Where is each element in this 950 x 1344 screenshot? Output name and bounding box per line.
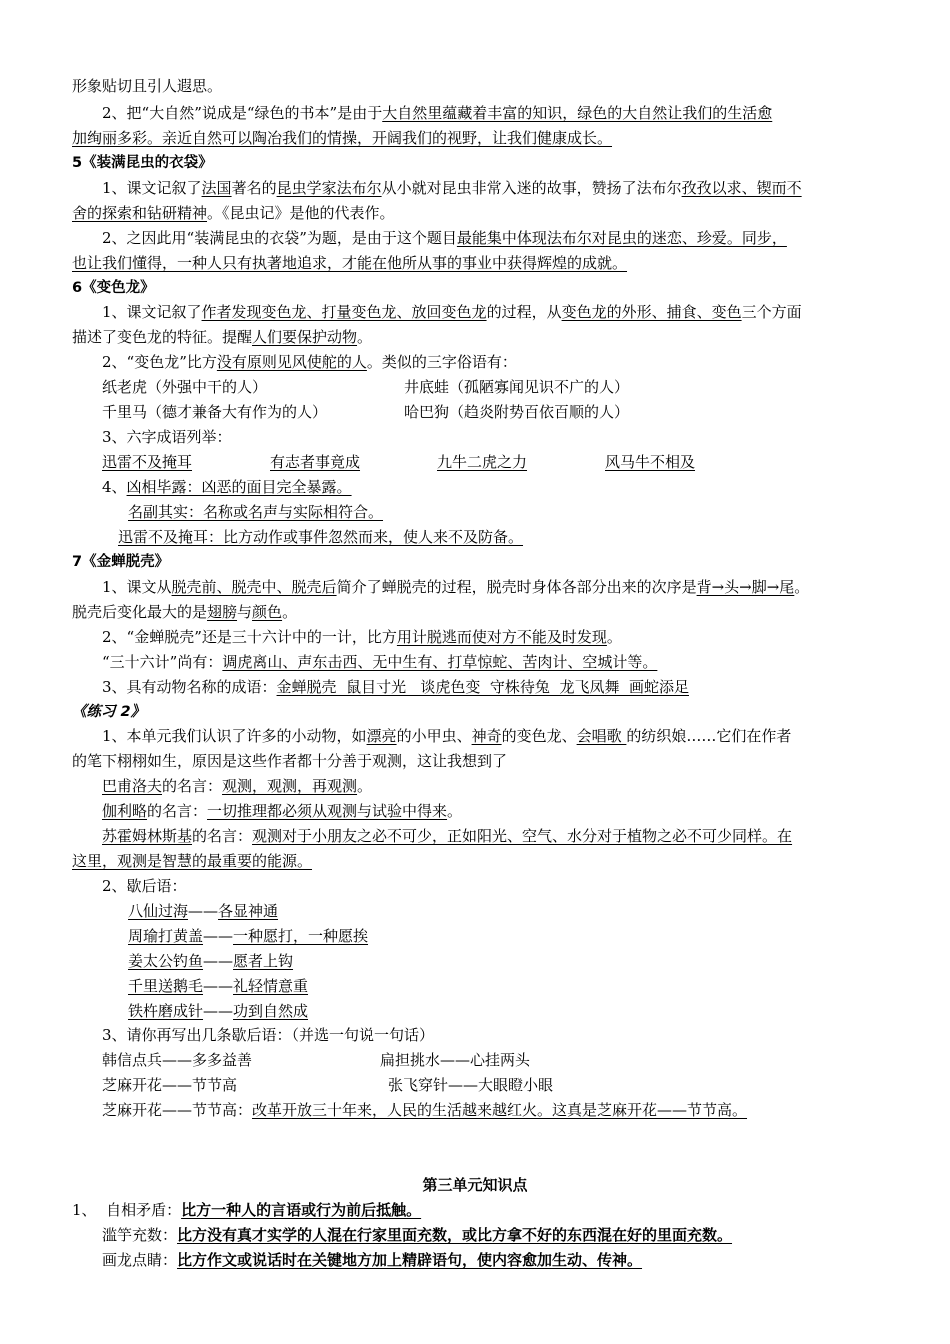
text: 扁担挑水——心挂两头 bbox=[380, 1051, 531, 1069]
underlined-text: 愿者上钩 bbox=[233, 952, 294, 970]
text-line bbox=[128, 976, 943, 998]
text: 。 bbox=[282, 603, 298, 621]
text-line bbox=[102, 1100, 917, 1122]
text-line bbox=[102, 726, 917, 748]
text: 。 bbox=[606, 628, 622, 646]
text: 形象贴切且引人遐思。 bbox=[72, 77, 223, 95]
underlined-text: 凶相毕露：凶恶的面目完全暴露。 bbox=[126, 478, 352, 496]
text-line bbox=[102, 627, 917, 649]
underlined-text: 铁杵磨成针 bbox=[128, 1002, 204, 1020]
underlined-text: 脱壳前、脱壳中、脱壳后 bbox=[171, 578, 337, 596]
text-line bbox=[128, 502, 943, 524]
text: —— bbox=[203, 952, 234, 970]
text: 1、 自相矛盾： bbox=[72, 1201, 182, 1219]
text: —— bbox=[203, 1002, 234, 1020]
text-line bbox=[102, 477, 917, 499]
underlined-text: 神奇 bbox=[471, 727, 502, 745]
text-line bbox=[72, 751, 887, 773]
text-line bbox=[102, 776, 917, 798]
underlined-bold-text: 比方作文或说话时在关键地方加上精辟语句，使内容愈加生动、传神。 bbox=[177, 1251, 643, 1269]
text: 韩信点兵——多多益善 bbox=[102, 1051, 253, 1069]
text: 画龙点睛： bbox=[102, 1251, 178, 1269]
text: 脱壳后变化最大的是 bbox=[72, 603, 208, 621]
text-line bbox=[118, 527, 933, 549]
section-heading: 7《金蝉脱壳》 bbox=[72, 554, 170, 570]
text: 1、课文记叙了 bbox=[102, 179, 202, 197]
underlined-text: 人们要保护动物 bbox=[252, 328, 358, 346]
text: 的笔下栩栩如生，原因是这些作者都十分善于观测，这让我想到了 bbox=[72, 752, 508, 770]
underlined-text: 伽利略 bbox=[102, 802, 148, 820]
text-line bbox=[102, 1250, 917, 1272]
text: 三个方面 bbox=[741, 303, 802, 321]
text: —— bbox=[188, 902, 219, 920]
text: 的名言： bbox=[147, 802, 208, 820]
underlined-text: 风马牛不相及 bbox=[605, 453, 696, 471]
underlined-text: 变色龙的外形、捕食、变色 bbox=[561, 303, 742, 321]
underlined-text: 千里送鹅毛 bbox=[128, 977, 204, 995]
text: 。 bbox=[357, 328, 373, 346]
underlined-text: 作者发现变色龙、打量变色龙、放回变色龙 bbox=[201, 303, 487, 321]
underlined-text: 调虎离山、声东击西、无中生有、打草惊蛇、苦肉计、空城计等。 bbox=[222, 653, 658, 671]
text: 1、课文记叙了 bbox=[102, 303, 202, 321]
text: 的变色龙、 bbox=[501, 727, 577, 745]
text-line bbox=[102, 178, 917, 200]
underlined-text: 姜太公钓鱼 bbox=[128, 952, 204, 970]
underlined-text: 改革开放三十年来，人民的生活越来越红火。这真是芝麻开花——节节高。 bbox=[252, 1101, 748, 1119]
text-line bbox=[102, 228, 917, 250]
text: 芝麻开花——节节高： bbox=[102, 1101, 253, 1119]
underlined-text: 昆虫学家法布尔 bbox=[276, 179, 382, 197]
underlined-text: 颜色 bbox=[252, 603, 283, 621]
underlined-text: 舍的探索和钻研精神 bbox=[72, 204, 208, 222]
text: 千里马（德才兼备大有作为的人） bbox=[102, 403, 328, 421]
text-line bbox=[72, 203, 887, 225]
underlined-text: 必不可少同样。在 bbox=[672, 827, 793, 845]
underlined-text: 一种愿打，一种愿挨 bbox=[233, 927, 369, 945]
text: 3、请你再写出几条歇后语：（并选一句说一句话） bbox=[102, 1026, 435, 1044]
text: 。 bbox=[357, 777, 373, 795]
text: 。 bbox=[794, 578, 810, 596]
underlined-text: 用计脱逃而使对方不能及时发现 bbox=[396, 628, 607, 646]
text: 3、六字成语列举： bbox=[102, 428, 232, 446]
underlined-text: 这里，观测是智慧的最重要的能源。 bbox=[72, 852, 313, 870]
underlined-text: 各显神通 bbox=[218, 902, 279, 920]
underlined-text: 最能集中体现法布尔对昆虫的迷恋、珍爱。同步， bbox=[456, 229, 787, 247]
text: 描述了变色龙的特征。提醒 bbox=[72, 328, 253, 346]
underlined-text: 有志者事竟成 bbox=[270, 453, 361, 471]
text-line bbox=[404, 377, 874, 399]
underlined-text: 翅膀 bbox=[207, 603, 238, 621]
underlined-text: 漂亮 bbox=[366, 727, 397, 745]
underlined-text: 礼轻情意重 bbox=[233, 977, 309, 995]
underlined-text: 九牛二虎之力 bbox=[437, 453, 528, 471]
text: 2、“金蝉脱壳”还是三十六计中的一计，比方 bbox=[102, 628, 397, 646]
underlined-text: 名副其实：名称或名声与实际相符合。 bbox=[128, 503, 384, 521]
text-line bbox=[102, 652, 917, 674]
text: 3、具有动物名称的成语： bbox=[102, 678, 277, 696]
text-line bbox=[128, 901, 943, 923]
text-line bbox=[102, 1225, 917, 1247]
underlined-text: 功到自然成 bbox=[233, 1002, 309, 1020]
text-line bbox=[102, 826, 917, 848]
text: 2、歇后语： bbox=[102, 877, 187, 895]
text: 张飞穿针——大眼瞪小眼 bbox=[388, 1076, 554, 1094]
text-line bbox=[72, 128, 887, 150]
underlined-text: 苏霍姆林斯基 bbox=[102, 827, 193, 845]
unit-heading: 第三单元知识点 bbox=[422, 1176, 528, 1194]
text: 的纺织娘……它们在作者 bbox=[626, 727, 792, 745]
text-line bbox=[102, 876, 917, 898]
text: 。 bbox=[447, 802, 463, 820]
underlined-text: 没有原则见风使舵的人 bbox=[216, 353, 367, 371]
underlined-text: 金蝉脱壳 鼠目寸光 谈虎色变 守株待兔 龙飞凤舞 画蛇添足 bbox=[276, 678, 689, 696]
text: 的名言： bbox=[192, 827, 253, 845]
underlined-bold-text: 比方一种人的言语或行为前后抵触。 bbox=[181, 1201, 422, 1219]
section-heading: 5《装满昆虫的衣袋》 bbox=[72, 155, 213, 171]
text: 芝麻开花——节节高 bbox=[102, 1076, 238, 1094]
text-line bbox=[72, 327, 887, 349]
text-line bbox=[380, 1050, 860, 1072]
text-line bbox=[128, 1001, 943, 1023]
text: 简介了蝉脱壳的过程，脱壳时身体各部分出来的次序是 bbox=[336, 578, 697, 596]
text-line bbox=[128, 951, 943, 973]
text: 1、本单元我们认识了许多的小动物，如 bbox=[102, 727, 367, 745]
text-line bbox=[388, 1075, 868, 1097]
text: 2、“变色龙”比方 bbox=[102, 353, 217, 371]
text: 的过程，从 bbox=[486, 303, 562, 321]
text-line bbox=[102, 302, 917, 324]
text-line bbox=[72, 253, 887, 275]
text-line bbox=[72, 602, 887, 624]
text-line bbox=[102, 1025, 917, 1047]
underlined-text: 法国 bbox=[201, 179, 232, 197]
section-heading: 6《变色龙》 bbox=[72, 280, 155, 296]
text: 2、之因此用“装满昆虫的衣袋”为题，是由于这个题目 bbox=[102, 229, 457, 247]
text: 的小甲虫、 bbox=[396, 727, 472, 745]
underlined-text: 观测，观测，再观测 bbox=[222, 777, 358, 795]
text: 纸老虎（外强中干的人） bbox=[102, 378, 268, 396]
text: 哈巴狗（趋炎附势百依百顺的人） bbox=[404, 403, 630, 421]
underlined-text: 加绚丽多彩。亲近自然可以陶冶我们的情操，开阔我们的视野，让我们健康成长。 bbox=[72, 129, 613, 147]
text-line bbox=[102, 677, 917, 699]
text-line bbox=[102, 801, 917, 823]
underlined-text: 会唱歌 bbox=[576, 727, 627, 745]
underlined-text: 观测对于小朋友之必不可少，正如阳光、空气、水分对于植物之 bbox=[252, 827, 673, 845]
underlined-text: 巴甫洛夫 bbox=[102, 777, 163, 795]
text-line bbox=[404, 402, 874, 424]
text: 井底蛙（孤陋寡闻见识不广的人） bbox=[404, 378, 630, 396]
text: 4、 bbox=[102, 478, 127, 496]
text-line bbox=[72, 851, 887, 873]
text: 的名言： bbox=[162, 777, 223, 795]
text-line bbox=[72, 76, 887, 98]
text-line bbox=[102, 577, 917, 599]
text: 。类似的三字俗语有： bbox=[366, 353, 517, 371]
text: —— bbox=[203, 977, 234, 995]
text: —— bbox=[203, 927, 234, 945]
text: 与 bbox=[237, 603, 253, 621]
text: 从小就对昆虫非常入迷的故事，赞扬了法布尔 bbox=[381, 179, 682, 197]
underlined-text: 八仙过海 bbox=[128, 902, 189, 920]
text-line bbox=[128, 926, 943, 948]
underlined-bold-text: 比方没有真才实学的人混在行家里面充数，或比方拿不好的东西混在好的里面充数。 bbox=[177, 1226, 733, 1244]
text-line bbox=[102, 427, 917, 449]
underlined-text: 背→头→脚→尾 bbox=[696, 578, 795, 596]
text: 2、把“大自然”说成是“绿色的书本”是由于 bbox=[102, 104, 383, 122]
text: 著名的 bbox=[231, 179, 277, 197]
text: “三十六计”尚有： bbox=[102, 653, 223, 671]
text: 1、课文从 bbox=[102, 578, 172, 596]
underlined-text: 大自然里蕴藏着丰富的知识，绿色的大自然让我们的生活愈 bbox=[382, 104, 773, 122]
text: 滥竽充数： bbox=[102, 1226, 178, 1244]
text-line bbox=[102, 103, 917, 125]
underlined-text: 周瑜打黄盖 bbox=[128, 927, 204, 945]
text-line bbox=[102, 352, 917, 374]
underlined-text: 一切推理都必须从观测与试验中得来 bbox=[207, 802, 448, 820]
underlined-text: 也让我们懂得，一种人只有执著地追求，才能在他所从事的事业中获得辉煌的成就。 bbox=[72, 254, 628, 272]
underlined-text: 迅雷不及掩耳：比方动作或事件忽然而来，使人来不及防备。 bbox=[118, 528, 524, 546]
section-heading: 《练习 2》 bbox=[72, 704, 146, 720]
underlined-text: 迅雷不及掩耳 bbox=[102, 453, 193, 471]
text-line bbox=[72, 1200, 887, 1222]
text: 。《昆虫记》是他的代表作。 bbox=[207, 204, 395, 222]
underlined-text: 孜孜以求、锲而不 bbox=[681, 179, 802, 197]
